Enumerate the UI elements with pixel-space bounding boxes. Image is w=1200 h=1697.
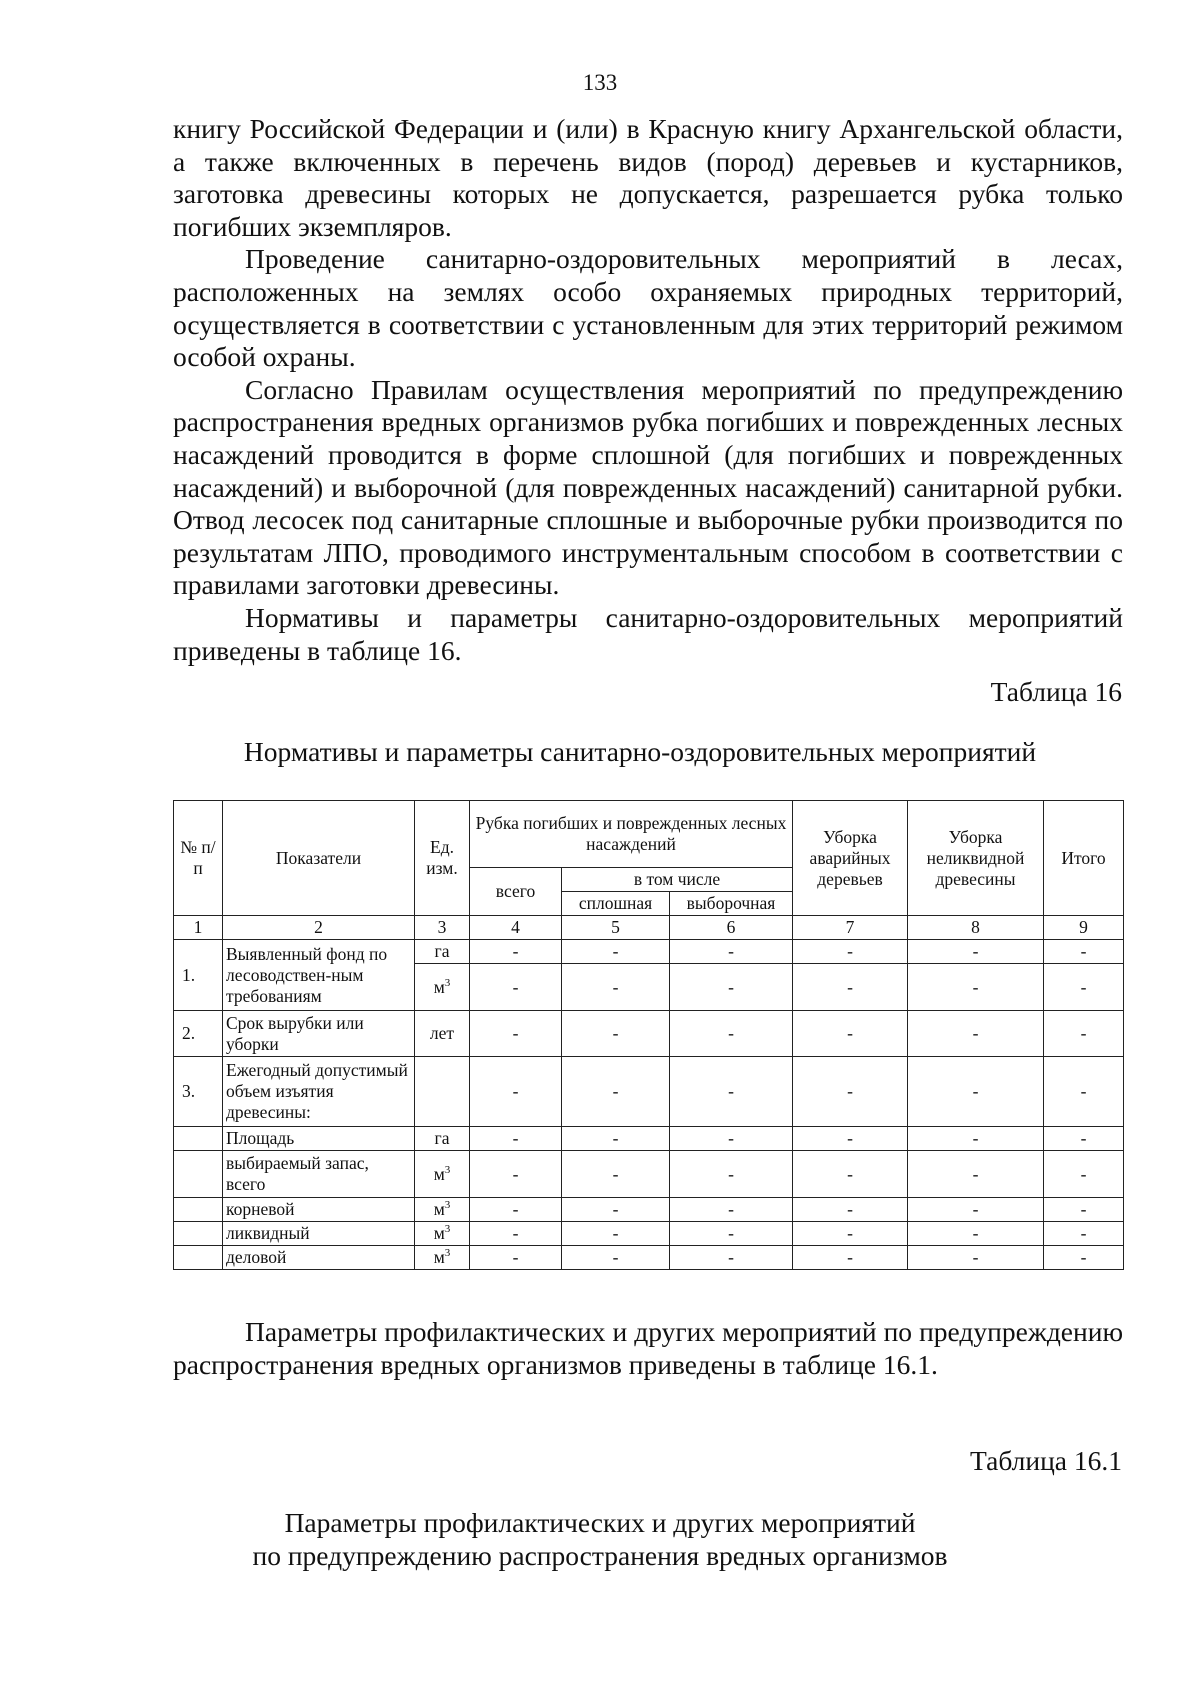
row-indicator: выбираемый запас, всего <box>223 1151 415 1198</box>
cell-value: - <box>470 1011 562 1057</box>
cell-value: - <box>670 1127 793 1151</box>
table-16-1-label: Таблица 16.1 <box>970 1445 1122 1476</box>
header-selective: выборочная <box>670 892 793 916</box>
cell-value: - <box>908 940 1044 964</box>
cell-value: - <box>908 1198 1044 1222</box>
header-total-sub: всего <box>470 868 562 916</box>
paragraph: книгу Российской Федерации и (или) в Красную книгу Архангельской области, а также включенных в перечень видов (пород) деревьев и кустарников, заготовка древесины которых не допускается, разрешается рубка только погибших экземпляров. <box>173 113 1123 242</box>
table-row <box>174 1198 1124 1222</box>
cell-value: - <box>670 940 793 964</box>
cell-value: - <box>470 940 562 964</box>
header-unit: Ед. изм. <box>415 801 470 916</box>
cell-value: - <box>470 1127 562 1151</box>
row-num <box>174 1222 223 1246</box>
cell-value: - <box>908 964 1044 1011</box>
row-indicator: Ежегодный допустимый объем изъятия древесины: <box>223 1057 415 1127</box>
row-unit: га <box>415 940 470 964</box>
row-unit <box>415 1057 470 1127</box>
row-num <box>174 1151 223 1198</box>
header-indicators: Показатели <box>223 801 415 916</box>
table-row <box>174 1057 1124 1127</box>
cell-value: - <box>908 1151 1044 1198</box>
table-16-label: Таблица 16 <box>990 676 1122 707</box>
cell-value: - <box>1044 964 1124 1011</box>
cell-value: - <box>908 1246 1044 1270</box>
body-text <box>173 113 1123 667</box>
row-indicator: Выявленный фонд по лесоводствен-ным требованиям <box>223 940 415 1011</box>
cell-value: - <box>470 1222 562 1246</box>
cell-value: - <box>562 1222 670 1246</box>
cell-value: - <box>670 1198 793 1222</box>
cell-value: - <box>562 1246 670 1270</box>
table-row <box>174 1246 1124 1270</box>
row-unit: $м^3$ <box>415 1246 470 1270</box>
cell-value: - <box>670 1246 793 1270</box>
row-unit: лет <box>415 1011 470 1057</box>
cell-value: - <box>793 1011 908 1057</box>
cell-value: - <box>470 1057 562 1127</box>
cell-value: - <box>670 1151 793 1198</box>
row-unit: $м^3$ <box>415 1151 470 1198</box>
header-clear: сплошная <box>562 892 670 916</box>
header-including: в том числе <box>562 868 793 892</box>
column-number: 9 <box>1044 916 1124 940</box>
cell-value: - <box>908 1127 1044 1151</box>
table-row <box>174 1151 1124 1198</box>
cell-value: - <box>793 1222 908 1246</box>
cell-value: - <box>793 964 908 1011</box>
header-felling: Рубка погибших и поврежденных лесных насаждений <box>470 801 793 868</box>
cell-value: - <box>562 964 670 1011</box>
column-number: 3 <box>415 916 470 940</box>
row-unit: $м^3$ <box>415 1198 470 1222</box>
cell-value: - <box>793 1127 908 1151</box>
paragraph: Параметры профилактических и других мероприятий по предупреждению распространения вредных организмов приведены в таблице 16.1. <box>173 1316 1123 1380</box>
cell-value: - <box>670 1057 793 1127</box>
row-indicator: корневой <box>223 1198 415 1222</box>
cell-value: - <box>1044 1011 1124 1057</box>
column-number: 7 <box>793 916 908 940</box>
table-row <box>174 1127 1124 1151</box>
row-num <box>174 1246 223 1270</box>
paragraph: Нормативы и параметры санитарно-оздоровительных мероприятий приведены в таблице 16. <box>173 601 1123 666</box>
table-16-title: Нормативы и параметры санитарно-оздоровительных мероприятий <box>243 736 1037 767</box>
cell-value: - <box>470 1246 562 1270</box>
cell-value: - <box>793 940 908 964</box>
header-illiquid: Уборка неликвидной древесины <box>908 801 1044 916</box>
table-row <box>174 1011 1124 1057</box>
row-indicator: ликвидный <box>223 1222 415 1246</box>
table-16-1-title-line1: Параметры профилактических и других мероприятий <box>284 1507 916 1538</box>
cell-value: - <box>1044 1127 1124 1151</box>
cell-value: - <box>908 1011 1044 1057</box>
column-number: 1 <box>174 916 223 940</box>
row-unit: $м^3$ <box>415 964 470 1011</box>
paragraph-after-table <box>173 1315 1123 1381</box>
row-indicator: деловой <box>223 1246 415 1270</box>
row-num: 1. <box>174 940 223 1011</box>
cell-value: - <box>562 1127 670 1151</box>
cell-value: - <box>793 1151 908 1198</box>
cell-value: - <box>470 1151 562 1198</box>
cell-value: - <box>562 1151 670 1198</box>
row-indicator: Срок вырубки или уборки <box>223 1011 415 1057</box>
header-num: № п/ п <box>174 801 223 916</box>
cell-value: - <box>793 1246 908 1270</box>
header-itogo: Итого <box>1044 801 1124 916</box>
cell-value: - <box>562 940 670 964</box>
paragraph: Согласно Правилам осуществления мероприятий по предупреждению распространения вредных организмов рубка погибших и поврежденных лесных насаждений проводится в форме сплошной (для погибших и поврежденных насаждений) и выборочной (для поврежденных насаждений) санитарной рубки. Отвод лесосек под санитарные сплошные и выборочные рубки производится по результатам ЛПО, проводимого инструментальным способом в соответствии с правилами заготовки древесины. <box>173 373 1123 601</box>
cell-value: - <box>793 1057 908 1127</box>
column-number: 5 <box>562 916 670 940</box>
table-16-1-title-line2: по предупреждению распространения вредных организмов <box>252 1540 948 1571</box>
cell-value: - <box>908 1222 1044 1246</box>
table-row <box>174 1222 1124 1246</box>
cell-value: - <box>1044 1246 1124 1270</box>
row-unit: $м^3$ <box>415 1222 470 1246</box>
cell-value: - <box>1044 1151 1124 1198</box>
cell-value: - <box>562 1011 670 1057</box>
column-number: 6 <box>670 916 793 940</box>
row-num <box>174 1127 223 1151</box>
row-num: 2. <box>174 1011 223 1057</box>
cell-value: - <box>1044 940 1124 964</box>
table-row <box>174 940 1124 964</box>
cell-value: - <box>670 1222 793 1246</box>
paragraph: Проведение санитарно-оздоровительных мероприятий в лесах, расположенных на землях особо охраняемых природных территорий, осуществляется в соответствии с установленным для этих территорий режимом особой охраны. <box>173 243 1123 373</box>
cell-value: - <box>1044 1057 1124 1127</box>
cell-value: - <box>562 1057 670 1127</box>
cell-value: - <box>670 1011 793 1057</box>
row-indicator: Площадь <box>223 1127 415 1151</box>
row-unit: га <box>415 1127 470 1151</box>
cell-value: - <box>670 964 793 1011</box>
cell-value: - <box>1044 1198 1124 1222</box>
column-number: 8 <box>908 916 1044 940</box>
cell-value: - <box>793 1198 908 1222</box>
header-emergency: Уборка аварийных деревьев <box>793 801 908 916</box>
row-num <box>174 1198 223 1222</box>
column-number: 2 <box>223 916 415 940</box>
page-number: 133 <box>582 70 618 95</box>
cell-value: - <box>1044 1222 1124 1246</box>
cell-value: - <box>908 1057 1044 1127</box>
cell-value: - <box>562 1198 670 1222</box>
cell-value: - <box>470 964 562 1011</box>
column-number: 4 <box>470 916 562 940</box>
table-16 <box>173 800 1124 1270</box>
cell-value: - <box>470 1198 562 1222</box>
row-num: 3. <box>174 1057 223 1127</box>
